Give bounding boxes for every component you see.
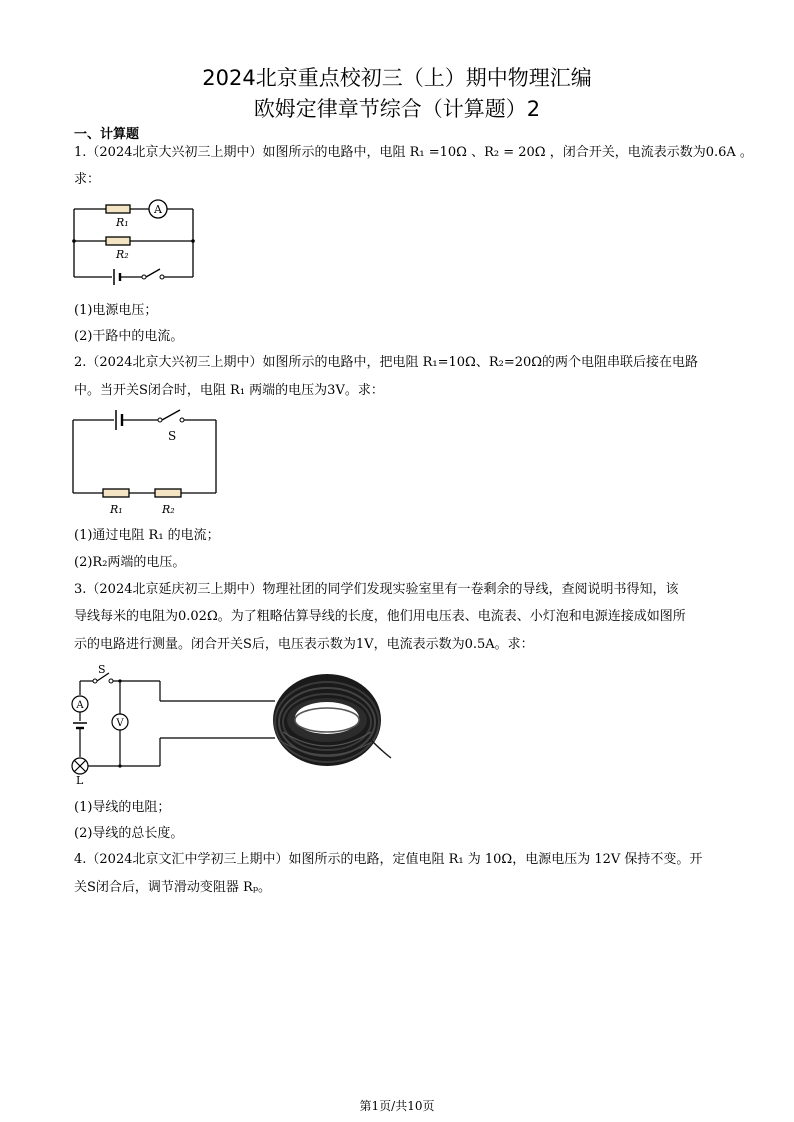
page-title-line2: 欧姆定律章节综合（计算题）2 bbox=[253, 97, 541, 121]
q1-resistor-r2 bbox=[106, 237, 130, 245]
q1-r1-label: R₁ bbox=[116, 216, 129, 229]
q1-resistor-r1 bbox=[106, 205, 130, 213]
q2-stem-line1: 2.（2024北京大兴初三上期中）如图所示的电路中，把电阻 R₁=10Ω、R₂=20Ω的两个电阻串联后接在电路 bbox=[74, 355, 699, 370]
q2-resistor-r2 bbox=[155, 489, 181, 497]
q1-ammeter-label: A bbox=[154, 203, 162, 216]
q2-sub2: (2)R₂两端的电压。 bbox=[74, 555, 186, 570]
q3-sub2: (2)导线的总长度。 bbox=[74, 826, 184, 841]
q3-switch-label: S bbox=[98, 663, 106, 676]
q2-switch-blade bbox=[162, 410, 180, 420]
q3-ammeter-label: A bbox=[76, 700, 84, 711]
q1-sub1: (1)电源电压； bbox=[74, 303, 158, 318]
q3-voltmeter-label: V bbox=[116, 718, 124, 729]
q2-r1-label: R₁ bbox=[110, 503, 123, 516]
q2-switch-label: S bbox=[168, 429, 177, 443]
q1-r2-label: R₂ bbox=[116, 248, 129, 261]
q4-stem-line2: 关S闭合后，调节滑动变阻器 Rₚ。 bbox=[74, 880, 272, 895]
q3-sub1: (1)导线的电阻； bbox=[74, 800, 171, 815]
q1-stem-line2: 求： bbox=[74, 172, 101, 187]
q2-circuit-diagram bbox=[70, 404, 220, 519]
q1-switch-blade bbox=[146, 269, 160, 277]
q3-circuit-diagram bbox=[65, 660, 395, 785]
q1-stem-line1: 1.（2024北京大兴初三上期中）如图所示的电路中，电阻 R₁ =10Ω 、R₂ = 20Ω ，闭合开关，电流表示数为0.6A 。 bbox=[74, 145, 753, 160]
q4-stem-line1: 4.（2024北京文汇中学初三上期中）如图所示的电路，定值电阻 R₁ 为 10Ω，电源电压为 12V 保持不变。开 bbox=[74, 852, 703, 867]
q1-sub2: (2)干路中的电流。 bbox=[74, 329, 184, 344]
q3-stem-line1: 3.（2024北京延庆初三上期中）物理社团的同学们发现实验室里有一卷剩余的导线，查阅说明书得知，该 bbox=[74, 582, 679, 597]
q2-r2-label: R₂ bbox=[162, 503, 175, 516]
q3-stem-line2: 导线每米的电阻为0.02Ω。为了粗略估算导线的长度，他们用电压表、电流表、小灯泡和电源连接成如图所 bbox=[74, 609, 686, 624]
q3-wire-coil-image bbox=[273, 674, 391, 766]
q2-sub1: (1)通过电阻 R₁ 的电流； bbox=[74, 528, 220, 543]
q2-stem-line2: 中。当开关S闭合时，电阻 R₁ 两端的电压为3V。求： bbox=[74, 383, 384, 398]
page-title-line1: 2024北京重点校初三（上）期中物理汇编 bbox=[202, 66, 592, 90]
page-number: 第1页/共10页 bbox=[359, 1099, 435, 1113]
section-title: 一、计算题 bbox=[74, 127, 140, 142]
q1-circuit-diagram bbox=[70, 195, 200, 290]
q3-lamp-label: L bbox=[76, 774, 84, 787]
q2-resistor-r1 bbox=[103, 489, 129, 497]
q3-stem-line3: 示的电路进行测量。闭合开关S后，电压表示数为1V，电流表示数为0.5A。求： bbox=[74, 637, 534, 652]
